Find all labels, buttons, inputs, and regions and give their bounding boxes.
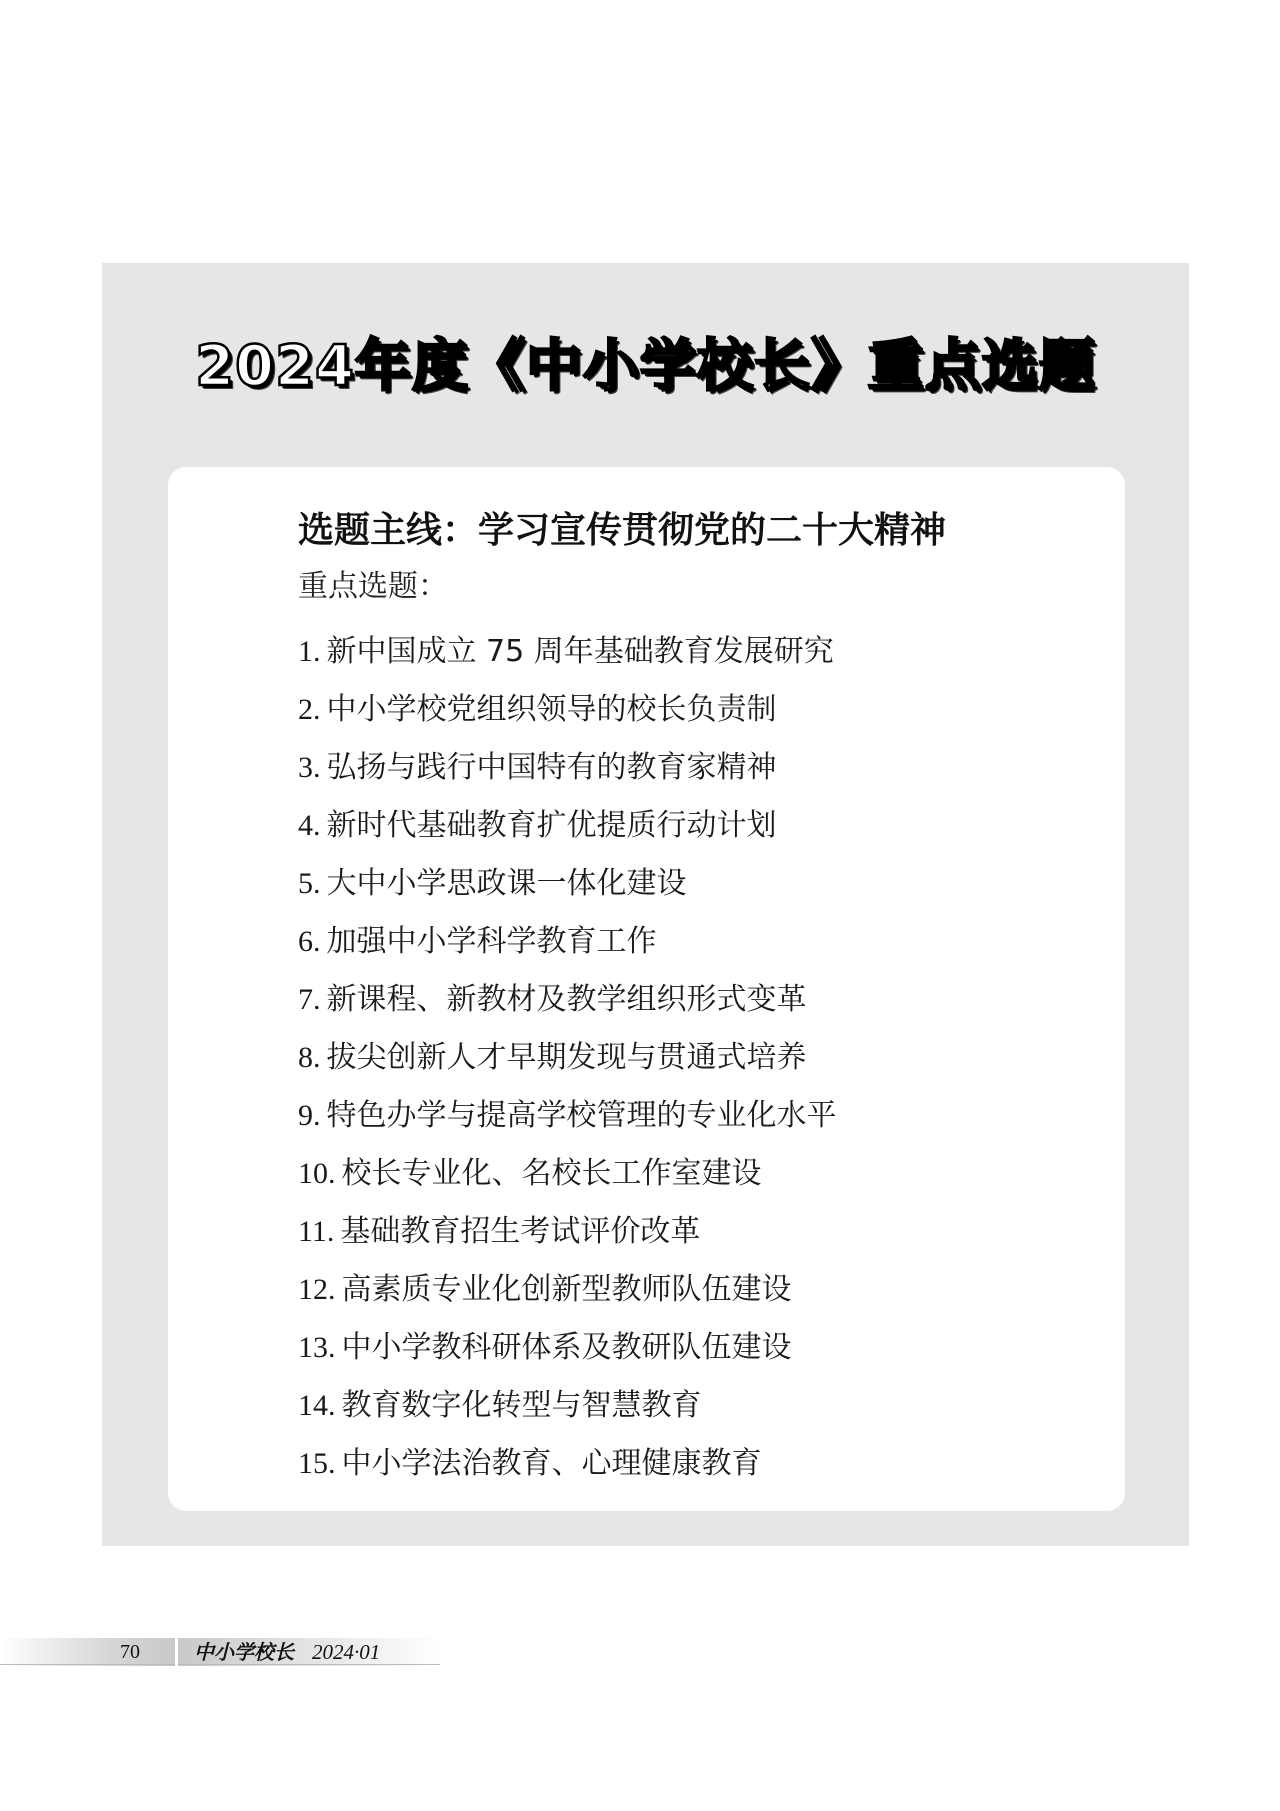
list-item-text: 校长专业化、名校长工作室建设: [341, 1156, 762, 1191]
list-item-text: 教育数字化转型与智慧教育: [341, 1388, 702, 1423]
list-item-text: 中小学教科研体系及教研队伍建设: [341, 1330, 792, 1365]
list-item-number: 2.: [298, 693, 321, 726]
main-line-heading: 选题主线：学习宣传贯彻党的二十大精神: [298, 510, 947, 551]
list-item: [298, 855, 837, 913]
list-item: [298, 913, 837, 971]
list-item-number: 11.: [298, 1215, 335, 1248]
list-item-text: 新中国成立 75 周年基础教育发展研究: [326, 634, 834, 669]
journal-name: 中小学校长: [194, 1640, 294, 1664]
list-item-number: 8.: [298, 1041, 321, 1074]
topics-panel: [102, 263, 1189, 1546]
list-item: [298, 681, 837, 739]
topics-card: [168, 467, 1125, 1511]
list-item-number: 5.: [298, 867, 321, 900]
list-item: [298, 1087, 837, 1145]
list-item-number: 3.: [298, 751, 321, 784]
list-item: [298, 739, 837, 797]
topic-list: [298, 623, 837, 1493]
list-item-text: 弘扬与践行中国特有的教育家精神: [326, 750, 777, 785]
list-item-number: 14.: [298, 1389, 336, 1422]
list-item-number: 15.: [298, 1447, 336, 1480]
banner-title: 2024年度《中小学校长》重点选题: [195, 334, 1096, 399]
list-item-text: 拔尖创新人才早期发现与贯通式培养: [326, 1040, 807, 1075]
list-item-number: 7.: [298, 983, 321, 1016]
list-item-text: 特色办学与提高学校管理的专业化水平: [326, 1098, 837, 1133]
list-item: [298, 1261, 837, 1319]
list-item: [298, 797, 837, 855]
list-item-text: 大中小学思政课一体化建设: [326, 866, 687, 901]
issue-number: 2024·01: [312, 1640, 381, 1664]
list-item-number: 13.: [298, 1331, 336, 1364]
list-item: [298, 1145, 837, 1203]
list-item: [298, 1377, 837, 1435]
list-item: [298, 1203, 837, 1261]
list-item: [298, 1319, 837, 1377]
list-item-text: 基础教育招生考试评价改革: [340, 1214, 701, 1249]
list-item-number: 4.: [298, 809, 321, 842]
list-item-number: 6.: [298, 925, 321, 958]
footer-divider: [175, 1636, 178, 1668]
list-item-text: 加强中小学科学教育工作: [326, 924, 657, 959]
sub-heading: 重点选题：: [298, 569, 448, 604]
list-item-number: 1.: [298, 635, 321, 668]
list-item: [298, 1029, 837, 1087]
list-item-number: 12.: [298, 1273, 336, 1306]
list-item: [298, 1435, 837, 1493]
list-item-number: 9.: [298, 1099, 321, 1132]
list-item: [298, 971, 837, 1029]
page-number: 70: [120, 1641, 140, 1663]
list-item-text: 中小学法治教育、心理健康教育: [341, 1446, 762, 1481]
list-item-text: 新时代基础教育扩优提质行动计划: [326, 808, 777, 843]
list-item-number: 10.: [298, 1157, 336, 1190]
list-item: [298, 623, 837, 681]
list-item-text: 中小学校党组织领导的校长负责制: [326, 692, 777, 727]
list-item-text: 高素质专业化创新型教师队伍建设: [341, 1272, 792, 1307]
list-item-text: 新课程、新教材及教学组织形式变革: [326, 982, 807, 1017]
